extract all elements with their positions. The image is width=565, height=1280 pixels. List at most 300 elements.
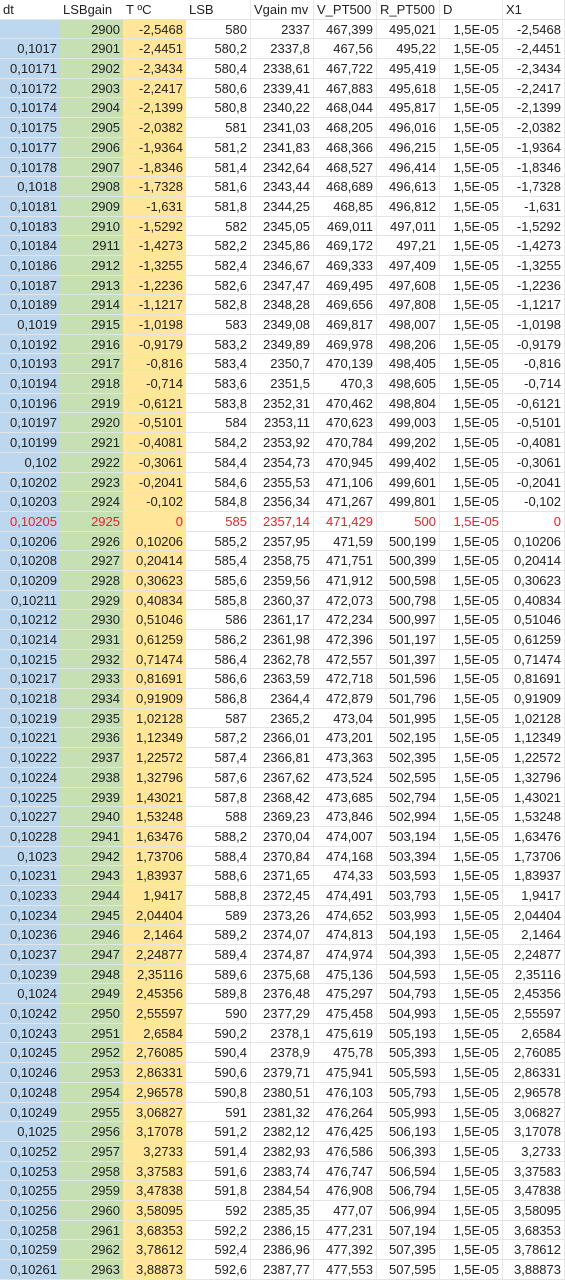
cell-vgain[interactable]: 2362,78: [251, 650, 314, 670]
cell-lsb[interactable]: 589,2: [186, 925, 251, 945]
cell-lsb[interactable]: 591,4: [186, 1142, 251, 1162]
cell-vgain[interactable]: 2368,42: [251, 788, 314, 808]
cell-d[interactable]: 1,5E-05: [440, 512, 503, 532]
cell-x1[interactable]: 0,81691: [503, 669, 565, 689]
cell-v-pt500[interactable]: 467,56: [314, 39, 377, 59]
cell-lsb[interactable]: 587,2: [186, 728, 251, 748]
cell-dt[interactable]: 0,10215: [0, 650, 60, 670]
cell-lsbgain[interactable]: 2958: [60, 1162, 123, 1182]
cell-r-pt500[interactable]: 496,016: [377, 118, 440, 138]
cell-x1[interactable]: 3,06827: [503, 1103, 565, 1123]
cell-dt[interactable]: 0,10233: [0, 886, 60, 906]
cell-x1[interactable]: 3,17078: [503, 1122, 565, 1142]
cell-v-pt500[interactable]: 472,718: [314, 669, 377, 689]
cell-d[interactable]: 1,5E-05: [440, 158, 503, 178]
cell-x1[interactable]: 2,35116: [503, 965, 565, 985]
cell-x1[interactable]: -1,2236: [503, 276, 565, 296]
cell-dt[interactable]: 0,10187: [0, 276, 60, 296]
cell-r-pt500[interactable]: 501,197: [377, 630, 440, 650]
cell-lsbgain[interactable]: 2948: [60, 965, 123, 985]
cell-d[interactable]: 1,5E-05: [440, 354, 503, 374]
cell-lsb[interactable]: 588,8: [186, 886, 251, 906]
cell-dt[interactable]: [0, 20, 60, 40]
cell-r-pt500[interactable]: 501,995: [377, 709, 440, 729]
cell-r-pt500[interactable]: 504,993: [377, 1004, 440, 1024]
cell-r-pt500[interactable]: 500,199: [377, 532, 440, 552]
cell-dt[interactable]: 0,10189: [0, 295, 60, 315]
cell-r-pt500[interactable]: 499,003: [377, 413, 440, 433]
cell-dt[interactable]: 0,10218: [0, 689, 60, 709]
cell-x1[interactable]: 1,63476: [503, 827, 565, 847]
cell-x1[interactable]: -0,4081: [503, 433, 565, 453]
cell-d[interactable]: 1,5E-05: [440, 1260, 503, 1280]
cell-v-pt500[interactable]: 476,264: [314, 1103, 377, 1123]
cell-v-pt500[interactable]: 475,78: [314, 1043, 377, 1063]
cell-lsb[interactable]: 586,8: [186, 689, 251, 709]
cell-vgain[interactable]: 2338,61: [251, 59, 314, 79]
cell-x1[interactable]: 2,6584: [503, 1024, 565, 1044]
cell-lsbgain[interactable]: 2955: [60, 1103, 123, 1123]
cell-temperature[interactable]: 2,1464: [123, 925, 186, 945]
cell-d[interactable]: 1,5E-05: [440, 847, 503, 867]
cell-r-pt500[interactable]: 504,593: [377, 965, 440, 985]
cell-temperature[interactable]: 1,32796: [123, 768, 186, 788]
cell-vgain[interactable]: 2363,59: [251, 669, 314, 689]
cell-vgain[interactable]: 2382,12: [251, 1122, 314, 1142]
cell-d[interactable]: 1,5E-05: [440, 295, 503, 315]
cell-x1[interactable]: 2,45356: [503, 984, 565, 1004]
cell-v-pt500[interactable]: 469,656: [314, 295, 377, 315]
cell-v-pt500[interactable]: 475,619: [314, 1024, 377, 1044]
cell-x1[interactable]: 2,76085: [503, 1043, 565, 1063]
cell-temperature[interactable]: -2,1399: [123, 98, 186, 118]
cell-x1[interactable]: 1,02128: [503, 709, 565, 729]
cell-d[interactable]: 1,5E-05: [440, 177, 503, 197]
cell-r-pt500[interactable]: 500: [377, 512, 440, 532]
cell-r-pt500[interactable]: 501,796: [377, 689, 440, 709]
cell-dt[interactable]: 0,10174: [0, 98, 60, 118]
cell-r-pt500[interactable]: 502,395: [377, 748, 440, 768]
cell-v-pt500[interactable]: 474,007: [314, 827, 377, 847]
cell-temperature[interactable]: 0,51046: [123, 610, 186, 630]
cell-vgain[interactable]: 2364,4: [251, 689, 314, 709]
cell-d[interactable]: 1,5E-05: [440, 276, 503, 296]
cell-dt[interactable]: 0,10186: [0, 256, 60, 276]
cell-dt[interactable]: 0,10222: [0, 748, 60, 768]
cell-r-pt500[interactable]: 496,613: [377, 177, 440, 197]
cell-x1[interactable]: 2,86331: [503, 1063, 565, 1083]
cell-dt[interactable]: 0,10258: [0, 1221, 60, 1241]
cell-lsb[interactable]: 585,8: [186, 591, 251, 611]
cell-x1[interactable]: -0,9179: [503, 335, 565, 355]
cell-v-pt500[interactable]: 469,011: [314, 217, 377, 237]
cell-v-pt500[interactable]: 472,879: [314, 689, 377, 709]
cell-vgain[interactable]: 2350,7: [251, 354, 314, 374]
cell-lsb[interactable]: 583,2: [186, 335, 251, 355]
cell-temperature[interactable]: -0,5101: [123, 413, 186, 433]
cell-x1[interactable]: -0,3061: [503, 453, 565, 473]
cell-temperature[interactable]: -0,9179: [123, 335, 186, 355]
cell-lsbgain[interactable]: 2957: [60, 1142, 123, 1162]
cell-x1[interactable]: 0,10206: [503, 532, 565, 552]
cell-lsb[interactable]: 584,2: [186, 433, 251, 453]
cell-lsbgain[interactable]: 2937: [60, 748, 123, 768]
column-header-dt[interactable]: dt: [0, 0, 60, 20]
cell-lsbgain[interactable]: 2962: [60, 1240, 123, 1260]
cell-vgain[interactable]: 2345,86: [251, 236, 314, 256]
cell-dt[interactable]: 0,10202: [0, 473, 60, 493]
cell-lsb[interactable]: 588,2: [186, 827, 251, 847]
cell-lsbgain[interactable]: 2951: [60, 1024, 123, 1044]
cell-d[interactable]: 1,5E-05: [440, 551, 503, 571]
cell-v-pt500[interactable]: 471,59: [314, 532, 377, 552]
cell-r-pt500[interactable]: 499,402: [377, 453, 440, 473]
cell-r-pt500[interactable]: 499,601: [377, 473, 440, 493]
cell-x1[interactable]: -0,2041: [503, 473, 565, 493]
cell-x1[interactable]: 1,22572: [503, 748, 565, 768]
cell-x1[interactable]: -1,631: [503, 197, 565, 217]
cell-d[interactable]: 1,5E-05: [440, 394, 503, 414]
cell-vgain[interactable]: 2372,45: [251, 886, 314, 906]
cell-lsb[interactable]: 583,6: [186, 374, 251, 394]
cell-d[interactable]: 1,5E-05: [440, 610, 503, 630]
cell-x1[interactable]: 3,68353: [503, 1221, 565, 1241]
cell-x1[interactable]: -0,816: [503, 354, 565, 374]
cell-x1[interactable]: -0,102: [503, 492, 565, 512]
cell-vgain[interactable]: 2356,34: [251, 492, 314, 512]
cell-temperature[interactable]: -1,7328: [123, 177, 186, 197]
cell-temperature[interactable]: -1,9364: [123, 138, 186, 158]
cell-x1[interactable]: 3,2733: [503, 1142, 565, 1162]
cell-d[interactable]: 1,5E-05: [440, 768, 503, 788]
cell-temperature[interactable]: 1,63476: [123, 827, 186, 847]
cell-temperature[interactable]: -0,102: [123, 492, 186, 512]
cell-vgain[interactable]: 2370,04: [251, 827, 314, 847]
cell-lsbgain[interactable]: 2909: [60, 197, 123, 217]
cell-lsb[interactable]: 584: [186, 413, 251, 433]
cell-lsb[interactable]: 585: [186, 512, 251, 532]
cell-vgain[interactable]: 2386,15: [251, 1221, 314, 1241]
cell-temperature[interactable]: -2,5468: [123, 20, 186, 40]
cell-dt[interactable]: 0,10214: [0, 630, 60, 650]
cell-vgain[interactable]: 2380,51: [251, 1083, 314, 1103]
cell-v-pt500[interactable]: 470,462: [314, 394, 377, 414]
cell-v-pt500[interactable]: 468,044: [314, 98, 377, 118]
cell-dt[interactable]: 0,1023: [0, 847, 60, 867]
cell-vgain[interactable]: 2385,35: [251, 1201, 314, 1221]
cell-temperature[interactable]: -2,0382: [123, 118, 186, 138]
cell-d[interactable]: 1,5E-05: [440, 1063, 503, 1083]
cell-temperature[interactable]: 0,81691: [123, 669, 186, 689]
cell-x1[interactable]: 0,30623: [503, 571, 565, 591]
cell-x1[interactable]: 1,53248: [503, 807, 565, 827]
cell-lsbgain[interactable]: 2940: [60, 807, 123, 827]
cell-d[interactable]: 1,5E-05: [440, 413, 503, 433]
cell-temperature[interactable]: 2,04404: [123, 906, 186, 926]
cell-lsb[interactable]: 592,6: [186, 1260, 251, 1280]
cell-x1[interactable]: -2,2417: [503, 79, 565, 99]
cell-r-pt500[interactable]: 505,593: [377, 1063, 440, 1083]
cell-x1[interactable]: 3,47838: [503, 1181, 565, 1201]
cell-dt[interactable]: 0,10175: [0, 118, 60, 138]
cell-v-pt500[interactable]: 468,527: [314, 158, 377, 178]
cell-dt[interactable]: 0,10243: [0, 1024, 60, 1044]
cell-lsb[interactable]: 589,4: [186, 945, 251, 965]
cell-vgain[interactable]: 2382,93: [251, 1142, 314, 1162]
cell-r-pt500[interactable]: 495,021: [377, 20, 440, 40]
cell-temperature[interactable]: 1,22572: [123, 748, 186, 768]
cell-lsb[interactable]: 586,2: [186, 630, 251, 650]
cell-temperature[interactable]: 3,47838: [123, 1181, 186, 1201]
cell-dt[interactable]: 0,10237: [0, 945, 60, 965]
cell-vgain[interactable]: 2353,92: [251, 433, 314, 453]
cell-dt[interactable]: 0,10184: [0, 236, 60, 256]
cell-r-pt500[interactable]: 498,804: [377, 394, 440, 414]
cell-r-pt500[interactable]: 501,397: [377, 650, 440, 670]
column-header-r-pt500[interactable]: R_PT500: [377, 0, 440, 20]
cell-lsb[interactable]: 590,2: [186, 1024, 251, 1044]
cell-vgain[interactable]: 2379,71: [251, 1063, 314, 1083]
cell-r-pt500[interactable]: 496,812: [377, 197, 440, 217]
cell-r-pt500[interactable]: 505,393: [377, 1043, 440, 1063]
cell-d[interactable]: 1,5E-05: [440, 217, 503, 237]
cell-temperature[interactable]: 1,53248: [123, 807, 186, 827]
cell-d[interactable]: 1,5E-05: [440, 256, 503, 276]
cell-dt[interactable]: 0,10194: [0, 374, 60, 394]
cell-vgain[interactable]: 2367,62: [251, 768, 314, 788]
cell-temperature[interactable]: 0,10206: [123, 532, 186, 552]
cell-temperature[interactable]: -2,3434: [123, 59, 186, 79]
cell-temperature[interactable]: 0,20414: [123, 551, 186, 571]
cell-lsb[interactable]: 590,6: [186, 1063, 251, 1083]
cell-r-pt500[interactable]: 506,393: [377, 1142, 440, 1162]
cell-r-pt500[interactable]: 496,215: [377, 138, 440, 158]
cell-vgain[interactable]: 2383,74: [251, 1162, 314, 1182]
cell-lsb[interactable]: 581,2: [186, 138, 251, 158]
cell-vgain[interactable]: 2341,03: [251, 118, 314, 138]
cell-v-pt500[interactable]: 473,363: [314, 748, 377, 768]
cell-r-pt500[interactable]: 507,395: [377, 1240, 440, 1260]
cell-d[interactable]: 1,5E-05: [440, 138, 503, 158]
cell-vgain[interactable]: 2374,87: [251, 945, 314, 965]
cell-temperature[interactable]: 2,55597: [123, 1004, 186, 1024]
cell-dt[interactable]: 0,10178: [0, 158, 60, 178]
cell-vgain[interactable]: 2366,81: [251, 748, 314, 768]
cell-v-pt500[interactable]: 472,234: [314, 610, 377, 630]
cell-temperature[interactable]: 3,78612: [123, 1240, 186, 1260]
cell-lsbgain[interactable]: 2954: [60, 1083, 123, 1103]
cell-lsbgain[interactable]: 2913: [60, 276, 123, 296]
cell-r-pt500[interactable]: 500,798: [377, 591, 440, 611]
cell-d[interactable]: 1,5E-05: [440, 1142, 503, 1162]
cell-r-pt500[interactable]: 507,595: [377, 1260, 440, 1280]
cell-lsbgain[interactable]: 2900: [60, 20, 123, 40]
cell-vgain[interactable]: 2343,44: [251, 177, 314, 197]
cell-vgain[interactable]: 2355,53: [251, 473, 314, 493]
cell-temperature[interactable]: 2,24877: [123, 945, 186, 965]
cell-lsb[interactable]: 583,8: [186, 394, 251, 414]
cell-d[interactable]: 1,5E-05: [440, 532, 503, 552]
cell-vgain[interactable]: 2337: [251, 20, 314, 40]
cell-vgain[interactable]: 2341,83: [251, 138, 314, 158]
cell-v-pt500[interactable]: 472,396: [314, 630, 377, 650]
cell-x1[interactable]: -2,0382: [503, 118, 565, 138]
cell-r-pt500[interactable]: 499,202: [377, 433, 440, 453]
cell-lsb[interactable]: 585,6: [186, 571, 251, 591]
cell-lsbgain[interactable]: 2914: [60, 295, 123, 315]
cell-lsb[interactable]: 591,6: [186, 1162, 251, 1182]
cell-x1[interactable]: -2,1399: [503, 98, 565, 118]
cell-lsbgain[interactable]: 2953: [60, 1063, 123, 1083]
cell-lsbgain[interactable]: 2918: [60, 374, 123, 394]
cell-temperature[interactable]: 1,9417: [123, 886, 186, 906]
cell-temperature[interactable]: 3,17078: [123, 1122, 186, 1142]
cell-v-pt500[interactable]: 474,813: [314, 925, 377, 945]
cell-dt[interactable]: 0,10228: [0, 827, 60, 847]
cell-vgain[interactable]: 2344,25: [251, 197, 314, 217]
cell-v-pt500[interactable]: 476,747: [314, 1162, 377, 1182]
cell-x1[interactable]: 0,51046: [503, 610, 565, 630]
cell-r-pt500[interactable]: 501,596: [377, 669, 440, 689]
cell-lsbgain[interactable]: 2943: [60, 866, 123, 886]
cell-lsbgain[interactable]: 2902: [60, 59, 123, 79]
cell-v-pt500[interactable]: 473,201: [314, 728, 377, 748]
cell-temperature[interactable]: 1,73706: [123, 847, 186, 867]
cell-r-pt500[interactable]: 507,194: [377, 1221, 440, 1241]
cell-r-pt500[interactable]: 506,794: [377, 1181, 440, 1201]
cell-v-pt500[interactable]: 477,07: [314, 1201, 377, 1221]
cell-lsbgain[interactable]: 2907: [60, 158, 123, 178]
cell-lsbgain[interactable]: 2905: [60, 118, 123, 138]
cell-d[interactable]: 1,5E-05: [440, 906, 503, 926]
cell-d[interactable]: 1,5E-05: [440, 1201, 503, 1221]
cell-d[interactable]: 1,5E-05: [440, 492, 503, 512]
cell-temperature[interactable]: 3,37583: [123, 1162, 186, 1182]
cell-x1[interactable]: 3,58095: [503, 1201, 565, 1221]
cell-x1[interactable]: 1,73706: [503, 847, 565, 867]
cell-d[interactable]: 1,5E-05: [440, 1181, 503, 1201]
cell-lsbgain[interactable]: 2947: [60, 945, 123, 965]
cell-temperature[interactable]: 3,2733: [123, 1142, 186, 1162]
cell-temperature[interactable]: 0,91909: [123, 689, 186, 709]
cell-lsbgain[interactable]: 2916: [60, 335, 123, 355]
cell-temperature[interactable]: -0,3061: [123, 453, 186, 473]
cell-temperature[interactable]: 1,43021: [123, 788, 186, 808]
cell-lsb[interactable]: 581,6: [186, 177, 251, 197]
cell-r-pt500[interactable]: 495,419: [377, 59, 440, 79]
cell-r-pt500[interactable]: 497,808: [377, 295, 440, 315]
cell-v-pt500[interactable]: 476,425: [314, 1122, 377, 1142]
cell-lsbgain[interactable]: 2930: [60, 610, 123, 630]
cell-x1[interactable]: 0,61259: [503, 630, 565, 650]
cell-v-pt500[interactable]: 477,553: [314, 1260, 377, 1280]
cell-lsb[interactable]: 592: [186, 1201, 251, 1221]
cell-vgain[interactable]: 2375,68: [251, 965, 314, 985]
cell-d[interactable]: 1,5E-05: [440, 709, 503, 729]
cell-lsbgain[interactable]: 2912: [60, 256, 123, 276]
cell-d[interactable]: 1,5E-05: [440, 1103, 503, 1123]
cell-x1[interactable]: 3,88873: [503, 1260, 565, 1280]
cell-temperature[interactable]: 2,86331: [123, 1063, 186, 1083]
cell-lsb[interactable]: 591,2: [186, 1122, 251, 1142]
cell-lsbgain[interactable]: 2906: [60, 138, 123, 158]
cell-x1[interactable]: -1,5292: [503, 217, 565, 237]
cell-lsbgain[interactable]: 2939: [60, 788, 123, 808]
cell-lsbgain[interactable]: 2936: [60, 728, 123, 748]
cell-dt[interactable]: 0,10211: [0, 591, 60, 611]
cell-d[interactable]: 1,5E-05: [440, 650, 503, 670]
cell-dt[interactable]: 0,10177: [0, 138, 60, 158]
cell-lsbgain[interactable]: 2926: [60, 532, 123, 552]
cell-d[interactable]: 1,5E-05: [440, 374, 503, 394]
cell-vgain[interactable]: 2339,41: [251, 79, 314, 99]
cell-lsbgain[interactable]: 2932: [60, 650, 123, 670]
cell-d[interactable]: 1,5E-05: [440, 197, 503, 217]
cell-v-pt500[interactable]: 468,689: [314, 177, 377, 197]
cell-lsbgain[interactable]: 2949: [60, 984, 123, 1004]
cell-x1[interactable]: 1,12349: [503, 728, 565, 748]
cell-d[interactable]: 1,5E-05: [440, 728, 503, 748]
cell-lsb[interactable]: 589,6: [186, 965, 251, 985]
cell-lsb[interactable]: 581: [186, 118, 251, 138]
cell-temperature[interactable]: -0,6121: [123, 394, 186, 414]
cell-lsbgain[interactable]: 2920: [60, 413, 123, 433]
cell-dt[interactable]: 0,10239: [0, 965, 60, 985]
cell-dt[interactable]: 0,10252: [0, 1142, 60, 1162]
cell-dt[interactable]: 0,10206: [0, 532, 60, 552]
cell-dt[interactable]: 0,10196: [0, 394, 60, 414]
cell-vgain[interactable]: 2337,8: [251, 39, 314, 59]
cell-d[interactable]: 1,5E-05: [440, 335, 503, 355]
cell-vgain[interactable]: 2354,73: [251, 453, 314, 473]
column-header-d[interactable]: D: [440, 0, 503, 20]
cell-dt[interactable]: 0,10231: [0, 866, 60, 886]
cell-r-pt500[interactable]: 503,194: [377, 827, 440, 847]
cell-lsb[interactable]: 583: [186, 315, 251, 335]
cell-lsbgain[interactable]: 2946: [60, 925, 123, 945]
cell-vgain[interactable]: 2371,65: [251, 866, 314, 886]
cell-v-pt500[interactable]: 468,366: [314, 138, 377, 158]
cell-r-pt500[interactable]: 503,793: [377, 886, 440, 906]
cell-lsb[interactable]: 584,4: [186, 453, 251, 473]
cell-r-pt500[interactable]: 495,618: [377, 79, 440, 99]
cell-r-pt500[interactable]: 505,993: [377, 1103, 440, 1123]
cell-d[interactable]: 1,5E-05: [440, 453, 503, 473]
cell-lsb[interactable]: 588,6: [186, 866, 251, 886]
cell-v-pt500[interactable]: 474,974: [314, 945, 377, 965]
cell-lsb[interactable]: 580,2: [186, 39, 251, 59]
cell-x1[interactable]: 3,78612: [503, 1240, 565, 1260]
cell-lsb[interactable]: 584,8: [186, 492, 251, 512]
cell-lsb[interactable]: 588: [186, 807, 251, 827]
cell-d[interactable]: 1,5E-05: [440, 98, 503, 118]
cell-lsb[interactable]: 591,8: [186, 1181, 251, 1201]
cell-lsb[interactable]: 592,4: [186, 1240, 251, 1260]
cell-temperature[interactable]: 0,61259: [123, 630, 186, 650]
cell-lsbgain[interactable]: 2938: [60, 768, 123, 788]
cell-x1[interactable]: 1,43021: [503, 788, 565, 808]
cell-d[interactable]: 1,5E-05: [440, 236, 503, 256]
cell-lsbgain[interactable]: 2922: [60, 453, 123, 473]
cell-d[interactable]: 1,5E-05: [440, 591, 503, 611]
cell-temperature[interactable]: -0,714: [123, 374, 186, 394]
cell-v-pt500[interactable]: 474,491: [314, 886, 377, 906]
cell-lsb[interactable]: 581,8: [186, 197, 251, 217]
cell-dt[interactable]: 0,10248: [0, 1083, 60, 1103]
cell-lsbgain[interactable]: 2917: [60, 354, 123, 374]
column-header-vgain[interactable]: Vgain mv: [251, 0, 314, 20]
cell-v-pt500[interactable]: 467,399: [314, 20, 377, 40]
